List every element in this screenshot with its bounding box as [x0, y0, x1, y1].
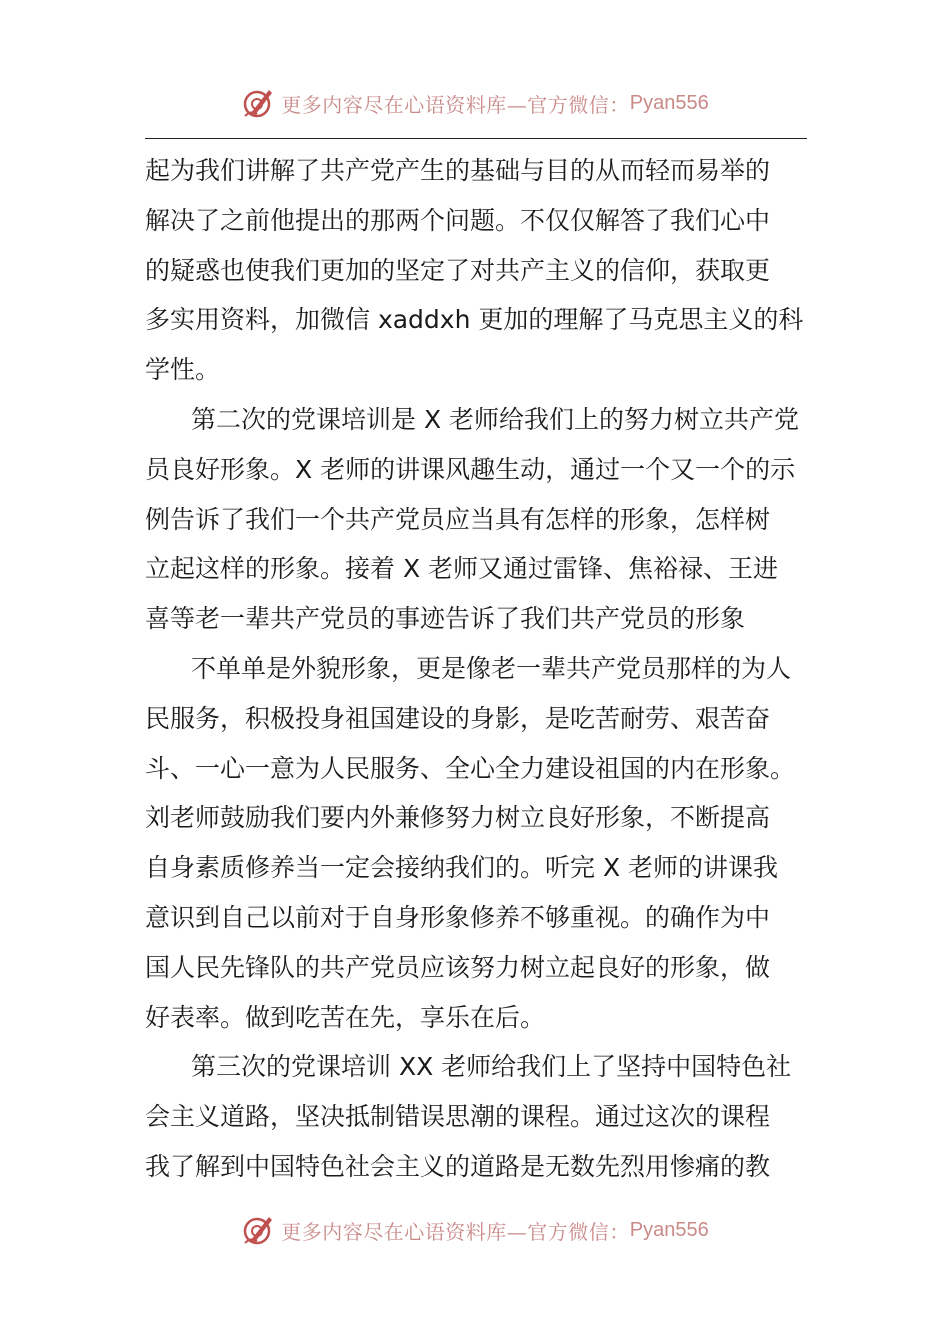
- header-divider: [145, 138, 807, 139]
- text-line: 第二次的党课培训是 X 老师给我们上的努力树立共产党: [191, 404, 800, 434]
- footer-banner-id: Pyan556: [629, 1218, 709, 1241]
- header-banner-text: 更多内容尽在心语资料库—官方微信：: [281, 92, 630, 117]
- text-line: 员良好形象。X 老师的讲课风趣生动，通过一个又一个的示: [145, 454, 796, 484]
- text-line: 意识到自己以前对于自身形象修养不够重视。的确作为中: [145, 902, 771, 932]
- pen-logo-icon: [241, 86, 275, 120]
- text-line: 喜等老一辈共产党员的事迹告诉了我们共产党员的形象: [145, 604, 746, 634]
- text-line: 解决了之前他提出的那两个问题。不仅仅解答了我们心中: [145, 205, 771, 235]
- text-line: 不单单是外貌形象，更是像老一辈共产党员那样的为人: [191, 653, 792, 683]
- text-line: 我了解到中国特色社会主义的道路是无数先烈用惨痛的教: [145, 1151, 771, 1181]
- text-line: 刘老师鼓励我们要内外兼修努力树立良好形象，不断提高: [145, 803, 771, 833]
- text-line: 好表率。做到吃苦在先，享乐在后。: [145, 1002, 546, 1032]
- text-line: 自身素质修养当一定会接纳我们的。听完 X 老师的讲课我: [145, 853, 779, 883]
- header-banner: [0, 83, 950, 123]
- pen-logo-icon: [241, 1213, 275, 1247]
- footer-banner-text: 更多内容尽在心语资料库—官方微信：: [281, 1219, 630, 1244]
- text-line: 起为我们讲解了共产党产生的基础与目的从而轻而易举的: [145, 156, 771, 185]
- text-line: 例告诉了我们一个共产党员应当具有怎样的形象，怎样树: [145, 504, 771, 534]
- text-line: 的疑惑也使我们更加的坚定了对共产主义的信仰，获取更: [145, 255, 771, 285]
- text-line: 国人民先锋队的共产党员应该努力树立起良好的形象，做: [145, 952, 771, 982]
- text-line: 学性。: [145, 355, 221, 385]
- text-line: 会主义道路，坚决抵制错误思潮的课程。通过这次的课程: [145, 1102, 771, 1132]
- text-line: 民服务，积极投身祖国建设的身影，是吃苦耐劳、艰苦奋: [145, 703, 771, 733]
- text-line: 多实用资料，加微信 xaddxh 更加的理解了马克思主义的科: [145, 305, 804, 335]
- footer-banner: [0, 1210, 950, 1250]
- text-line: 斗、一心一意为人民服务、全心全力建设祖国的内在形象。: [145, 753, 796, 783]
- text-line: 立起这样的形象。接着 X 老师又通过雷锋、焦裕禄、王进: [145, 554, 779, 584]
- text-line: 第三次的党课培训 XX 老师给我们上了坚持中国特色社: [191, 1052, 792, 1082]
- document-body: [145, 146, 807, 1192]
- header-banner-id: Pyan556: [629, 91, 709, 114]
